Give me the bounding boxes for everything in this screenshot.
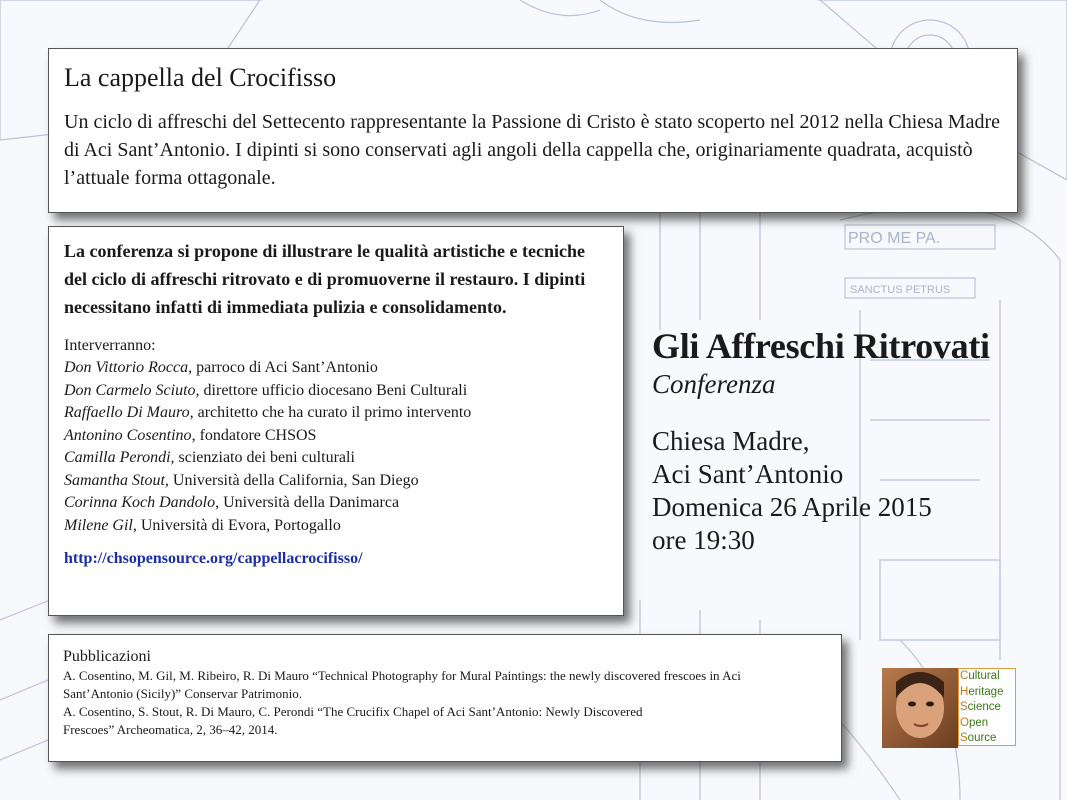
- conference-description: La conferenza si propone di illustrare le qualità artistiche e tecniche del ciclo di affreschi ritrovato e di promuoverne il restauro. I dipinti necessitano infatti di immediata pulizia e consolidamento.: [64, 241, 586, 317]
- publication-line: A. Cosentino, M. Gil, M. Ribeiro, R. Di Mauro “Technical Photography for Mural Paintings: the newly discovered frescoes in Aci: [63, 668, 741, 683]
- intro-panel: [48, 48, 1018, 213]
- logo-word: cience: [967, 701, 1001, 713]
- event-info: [652, 325, 1052, 557]
- event-title: Gli Affreschi Ritrovati: [652, 326, 990, 366]
- event-time: ore 19:30: [652, 525, 755, 555]
- speaker-name: Samantha Stout,: [64, 471, 169, 489]
- speaker-name: Corinna Koch Dandolo: [64, 494, 216, 511]
- intro-text: Un ciclo di affreschi del Settecento rappresentante la Passione di Cristo è stato scoperto nel 2012 nella Chiesa Madre di Aci Sant’Antonio. I dipinti si sono conservati agli angoli della cappella che, originariamente quadrata, acquistò l’attuale forma ottagonale.: [64, 111, 1001, 189]
- logo-word: ource: [967, 732, 997, 744]
- portrait-drawing: [882, 668, 958, 748]
- speaker-name: Antonino Cosentino: [64, 426, 192, 444]
- publication-line: A. Cosentino, S. Stout, R. Di Mauro, C. Perondi “The Crucifix Chapel of Aci Sant’Antonio: Newly Discovered: [63, 704, 643, 719]
- logo-initial: O: [960, 716, 969, 729]
- logo-line: [960, 731, 1015, 747]
- speaker-item: [64, 447, 608, 470]
- speaker-role: , Università della Danimarca: [215, 494, 400, 511]
- speakers-heading: Interverranno:: [64, 337, 156, 354]
- logo-initial: S: [960, 701, 968, 713]
- logo-word: pen: [968, 716, 989, 729]
- speaker-role: architetto che ha curato il primo intervento: [193, 404, 472, 421]
- conference-panel: [48, 226, 624, 616]
- logo-line: [960, 685, 1015, 701]
- chsos-logo: [882, 668, 1018, 748]
- logo-initial: S: [960, 732, 968, 744]
- speaker-item: [64, 357, 608, 380]
- logo-initial: H: [960, 685, 969, 698]
- speaker-name: Raffaello Di Mauro,: [64, 404, 194, 421]
- speaker-role: scienziato dei beni culturali: [174, 449, 355, 466]
- speaker-name: Don Carmelo Sciuto,: [64, 381, 200, 399]
- speaker-item: [64, 380, 608, 403]
- logo-initial: C: [960, 670, 969, 682]
- logo-text: [958, 668, 1016, 746]
- speaker-name: Don Vittorio Rocca,: [64, 359, 193, 376]
- event-town: Aci Sant’Antonio: [652, 459, 844, 489]
- speaker-role: direttore ufficio diocesano Beni Culturali: [199, 381, 468, 399]
- logo-line: [960, 669, 1015, 685]
- speaker-name: Camilla Perondi,: [64, 449, 175, 466]
- speaker-item: [64, 425, 608, 448]
- logo-word: eritage: [968, 685, 1004, 698]
- event-date: Domenica 26 Aprile 2015: [652, 492, 932, 522]
- logo-line: [960, 700, 1015, 716]
- intro-title: La cappella del Crocifisso: [64, 63, 337, 92]
- speaker-item: [64, 492, 608, 515]
- event-details: [652, 425, 1052, 557]
- speaker-role: Università di Evora, Portogallo: [136, 516, 341, 534]
- speaker-name: Milene Gil,: [64, 516, 137, 534]
- publication-line: Sant’Antonio (Sicily)” Conservar Patrimonio.: [63, 686, 303, 701]
- speaker-item: [64, 515, 608, 538]
- publications-panel: [48, 634, 842, 762]
- event-subtitle: Conferenza: [652, 369, 776, 399]
- event-venue: Chiesa Madre,: [652, 426, 810, 456]
- svg-text:PRO ME PA.: PRO ME PA.: [848, 230, 941, 247]
- speaker-item: [64, 402, 608, 425]
- publications-heading: Pubblicazioni: [63, 648, 151, 665]
- speaker-role: Università della California, San Diego: [168, 471, 419, 489]
- speaker-item: [64, 470, 608, 493]
- svg-text:SANCTUS PETRUS: SANCTUS PETRUS: [850, 284, 951, 296]
- publication-line: Frescoes” Archeomatica, 2, 36–42, 2014.: [63, 722, 278, 737]
- logo-word: ultural: [968, 670, 1000, 682]
- speaker-role: parroco di Aci Sant’Antonio: [192, 359, 378, 376]
- project-link[interactable]: http://chsopensource.org/cappellacrocifisso/: [64, 550, 363, 567]
- speaker-role: , fondatore CHSOS: [191, 426, 317, 444]
- logo-line: [960, 716, 1015, 732]
- portrait-image: [882, 668, 958, 748]
- speakers-list: [64, 357, 608, 537]
